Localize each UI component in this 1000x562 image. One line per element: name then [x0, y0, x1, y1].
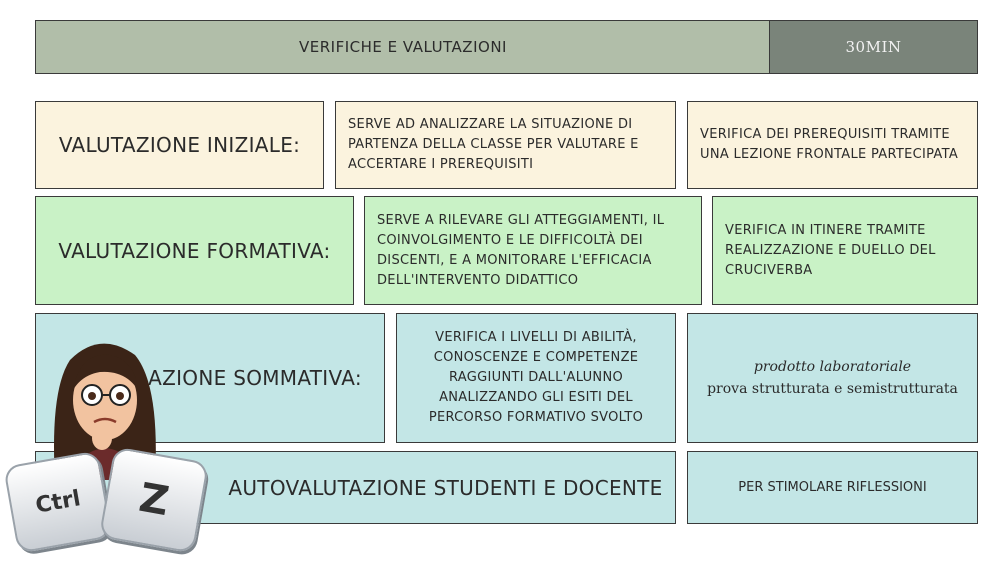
- header-title-box: [35, 20, 770, 74]
- row-initial-label: VALUTAZIONE INIZIALE:: [35, 101, 324, 189]
- row-summative-description: VERIFICA I LIVELLI DI ABILITÀ, CONOSCENZE E COMPETENZE RAGGIUNTI DALL'ALUNNO ANALIZZANDO GLI ESITI DEL PERCORSO FORMATIVO SVOLTO: [396, 313, 676, 443]
- row-initial-description: SERVE AD ANALIZZARE LA SITUAZIONE DI PARTENZA DELLA CLASSE PER VALUTARE E ACCERTARE I PREREQUISITI: [335, 101, 676, 189]
- method-line-test: prova strutturata e semistrutturata: [707, 381, 958, 397]
- row-summative-method: [687, 313, 978, 443]
- row-formative-label: VALUTAZIONE FORMATIVA:: [35, 196, 354, 305]
- method-line-product: prodotto laboratoriale: [753, 359, 912, 375]
- row-formative-method: VERIFICA IN ITINERE TRAMITE REALIZZAZIONE E DUELLO DEL CRUCIVERBA: [712, 196, 978, 305]
- row-summative-label: AZIONE SOMMATIVA:: [35, 313, 385, 443]
- row-initial-method: VERIFICA DEI PREREQUISITI TRAMITE UNA LEZIONE FRONTALE PARTECIPATA: [687, 101, 978, 189]
- header-title: VERIFICHE E VALUTAZIONI: [299, 38, 507, 56]
- ctrl-key-icon: Ctrl: [3, 450, 113, 553]
- header-duration-box: [769, 20, 978, 74]
- z-key-icon: Z: [99, 446, 210, 553]
- row-selfassessment-label: AUTOVALUTAZIONE STUDENTI E DOCENTE: [35, 451, 676, 524]
- row-formative-description: SERVE A RILEVARE GLI ATTEGGIAMENTI, IL COINVOLGIMENTO E LE DIFFICOLTÀ DEI DISCENTI, E A MONITORARE L'EFFICACIA DELL'INTERVENTO DIDATTICO: [364, 196, 702, 305]
- header-duration: 30MIN: [845, 38, 902, 56]
- row-selfassessment-method: PER STIMOLARE RIFLESSIONI: [687, 451, 978, 524]
